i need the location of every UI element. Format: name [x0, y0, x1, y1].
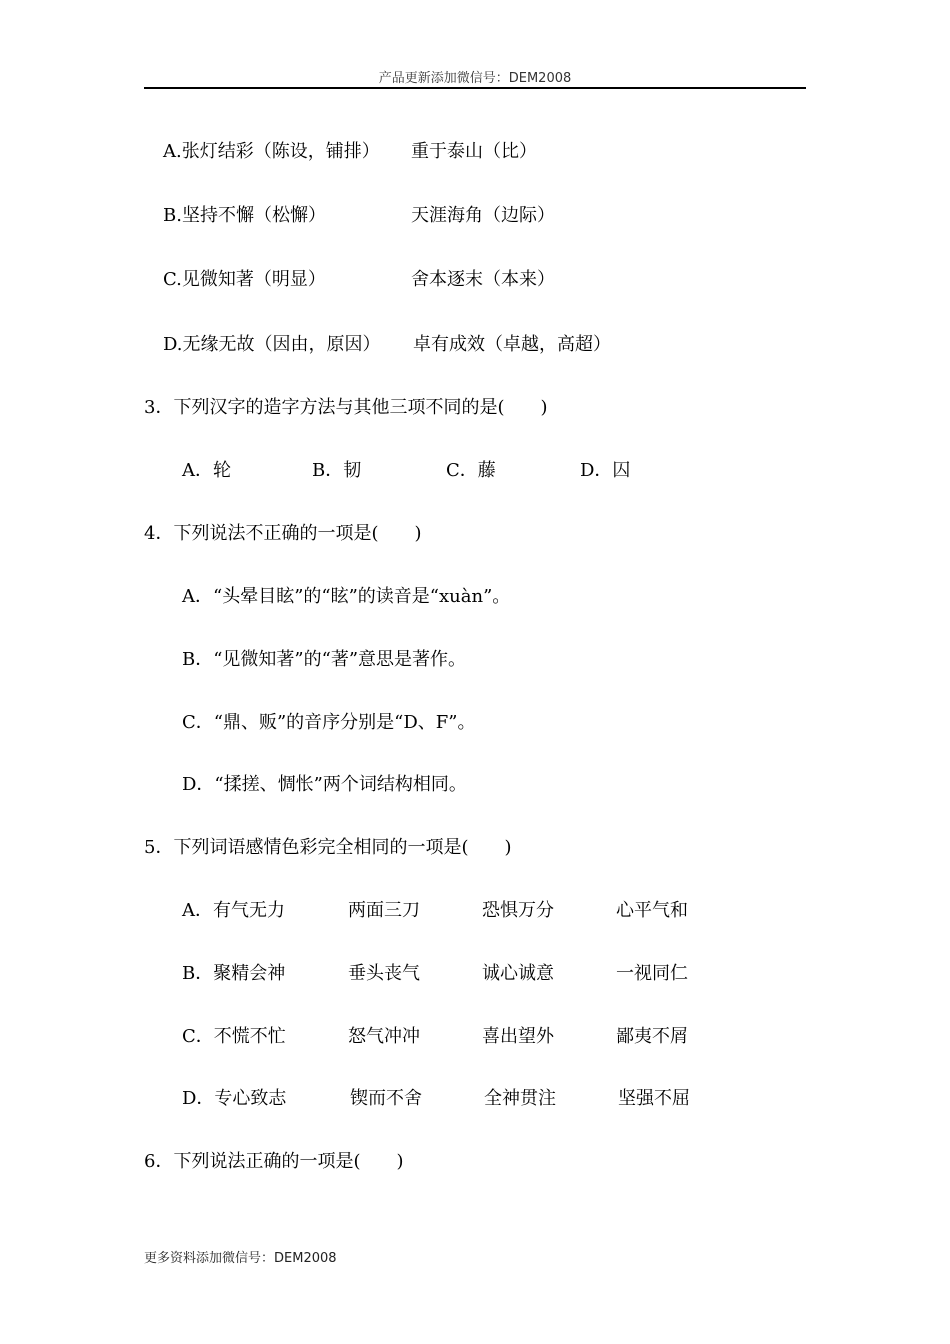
- q5-b-word-1: B．聚精会神: [182, 963, 286, 984]
- q2-option-b-right: 天涯海角（边际）: [411, 205, 555, 226]
- q5-a-word-4: 心平气和: [616, 900, 688, 921]
- q5-b-word-4: 一视同仁: [616, 963, 688, 984]
- q5-c-word-3: 喜出望外: [482, 1026, 554, 1047]
- q3-option-a: A．轮: [182, 460, 231, 481]
- q5-a-word-1: A．有气无力: [182, 900, 285, 921]
- q3-option-d: D．囚: [580, 460, 631, 481]
- q4-option-b: B．“见微知著”的“著”意思是著作。: [182, 649, 467, 670]
- q2-option-b-left: B.坚持不懈（松懈）: [163, 205, 326, 226]
- q5-a-word-2: 两面三刀: [348, 900, 420, 921]
- q3-stem: 3．下列汉字的造字方法与其他三项不同的是( ): [144, 397, 548, 418]
- q5-c-word-2: 怒气冲冲: [348, 1026, 420, 1047]
- q5-stem: 5．下列词语感情色彩完全相同的一项是( ): [144, 837, 512, 858]
- q5-d-word-1: D．专心致志: [182, 1088, 287, 1109]
- q3-option-b: B．韧: [312, 460, 362, 481]
- q6-stem: 6．下列说法正确的一项是( ): [144, 1151, 404, 1172]
- q5-d-word-2: 锲而不舍: [350, 1088, 422, 1109]
- q4-stem: 4．下列说法不正确的一项是( ): [144, 523, 422, 544]
- q2-option-d-left: D.无缘无故（因由，原因）: [163, 334, 381, 355]
- q3-option-c: C．藤: [446, 460, 496, 481]
- q2-option-d-right: 卓有成效（卓越，高超）: [413, 334, 611, 355]
- q5-c-word-1: C．不慌不忙: [182, 1026, 286, 1047]
- q4-option-a: A．“头晕目眩”的“眩”的读音是“xuàn”。: [182, 586, 511, 607]
- page-header: 产品更新添加微信号：DEM2008: [378, 71, 572, 86]
- q5-c-word-4: 鄙夷不屑: [616, 1026, 688, 1047]
- q5-d-word-3: 全神贯注: [484, 1088, 556, 1109]
- q5-d-word-4: 坚强不屈: [618, 1088, 690, 1109]
- q2-option-c-right: 舍本逐末（本来）: [411, 269, 555, 290]
- q5-a-word-3: 恐惧万分: [482, 900, 554, 921]
- q4-option-c: C．“鼎、贩”的音序分别是“D、F”。: [182, 712, 476, 733]
- q2-option-a-left: A.张灯结彩（陈设，铺排）: [163, 141, 380, 162]
- page-footer: 更多资料添加微信号：DEM2008: [144, 1251, 337, 1266]
- q5-b-word-2: 垂头丧气: [348, 963, 420, 984]
- q5-b-word-3: 诚心诚意: [482, 963, 554, 984]
- header-divider: [144, 87, 806, 89]
- q2-option-a-right: 重于泰山（比）: [411, 141, 537, 162]
- q4-option-d: D．“揉搓、惆怅”两个词结构相同。: [182, 774, 467, 795]
- q2-option-c-left: C.见微知著（明显）: [163, 269, 326, 290]
